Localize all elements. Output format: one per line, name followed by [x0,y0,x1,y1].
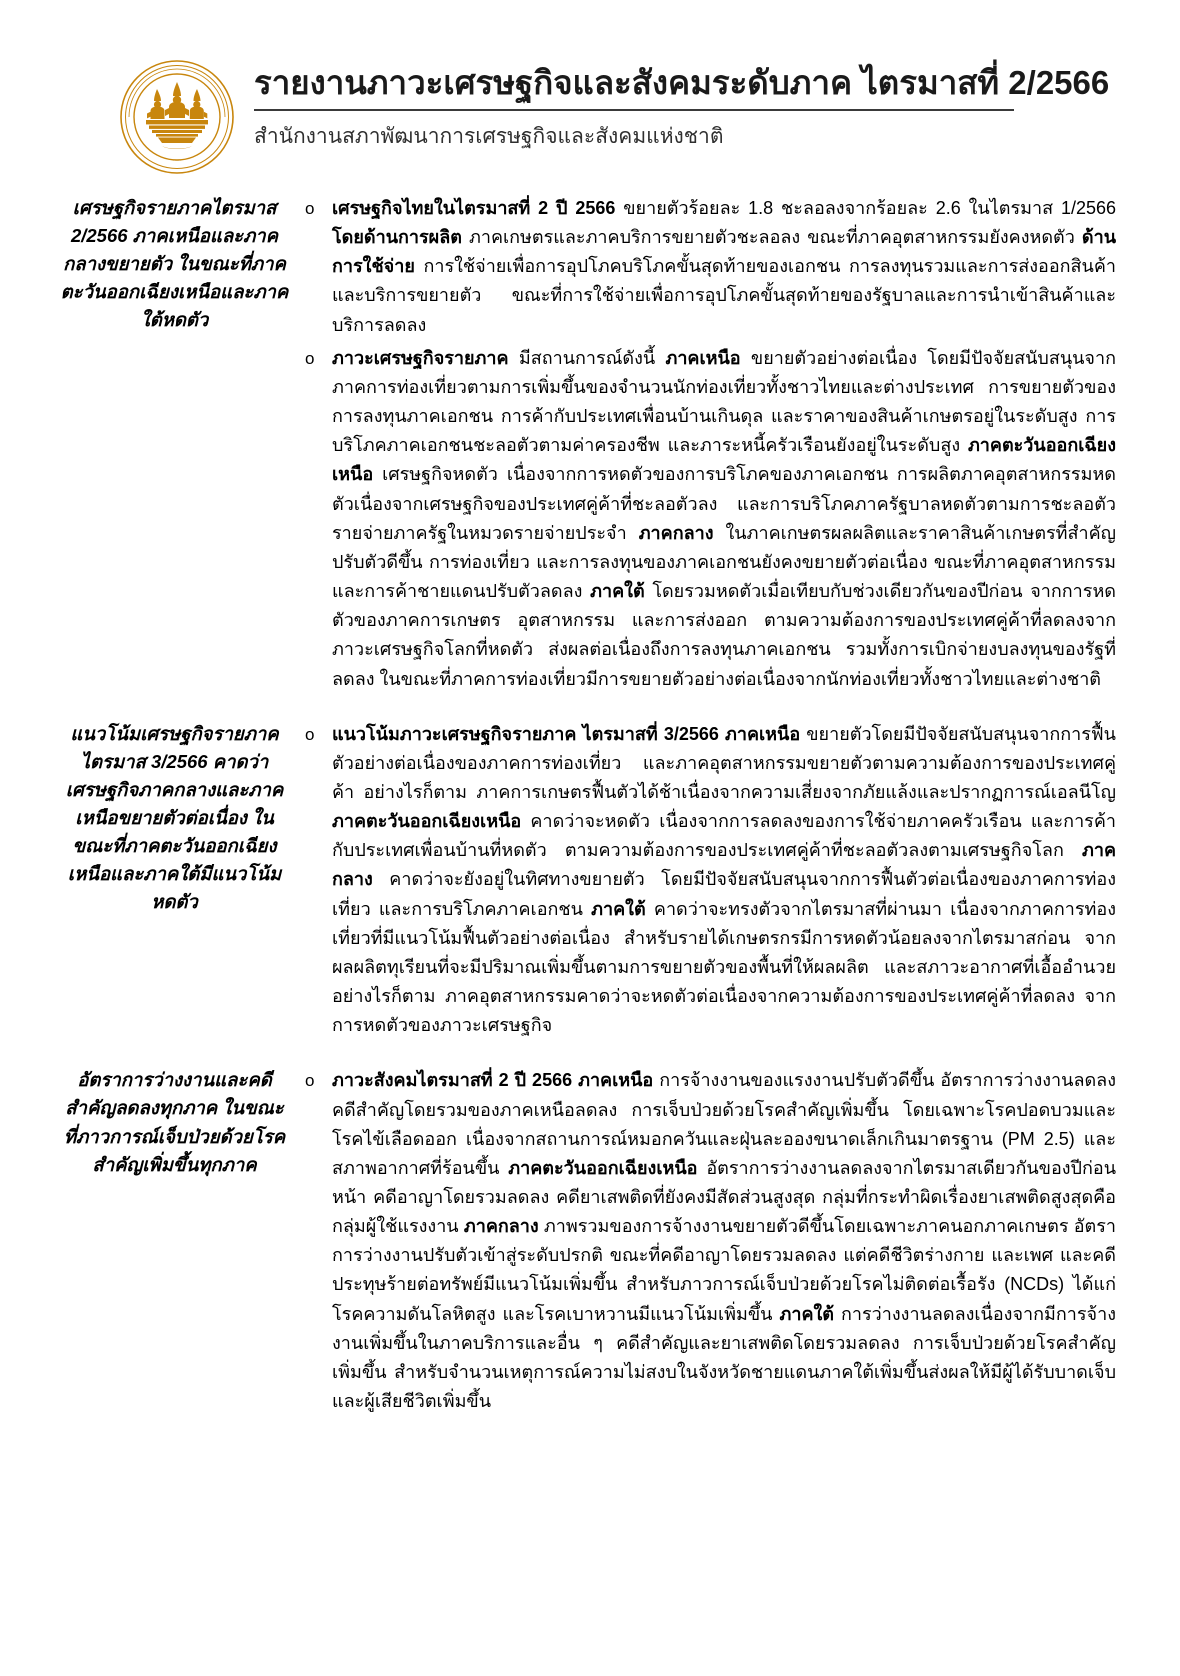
paragraph-lead-2: โดยด้านการผลิต [332,227,462,248]
margin-summary-note: แนวโน้มเศรษฐกิจรายภาคไตรมาส 3/2566 คาดว่าเศรษฐกิจภาคกลางและภาคเหนือขยายตัวต่อเนื่อง ในขณะที่ภาคตะวันออกเฉียงเหนือและภาคใต้มีแนวโน้มหดตัว [65,722,284,913]
list-item [305,194,1116,340]
paragraph-lead: ภาวะเศรษฐกิจรายภาค [332,347,509,368]
title-divider [254,109,1014,111]
paragraph-lead: ภาวะสังคมไตรมาสที่ 2 ปี 2566 ภาคเหนือ [332,1070,654,1091]
bullet-circle-icon: o [305,724,315,744]
paragraph-text-3: เศรษฐกิจหดตัว เนื่องจากการหดตัวของการบริโภคของภาคเอกชน การผลิตภาคอุตสาหกรรมหดตัวเนื่องจากเศรษฐกิจของประเทศคู่ค้าที่ชะลอตัวลง และการบริโภคภาครัฐบาลหดตัวตามการชะลอตัวรายจ่ายภาครัฐในหมวดรายจ่ายประจำ [332,464,1116,543]
list-item [305,1066,1116,1416]
paragraph-text-3: ภาพรวมของการจ้างงานขยายตัวดีขึ้นโดยเฉพาะภาคนอกภาคเกษตร อัตราการว่างงานปรับตัวเข้าสู่ระดับปรกติ ขณะที่คดีอาญาโดยรวมลดลง แต่คดีชีวิตร่างกาย และเพศ และคดีประทุษร้ายต่อทรัพย์มีแนวโน้มเพิ่มขึ้น สำหรับภาวการณ์เจ็บป่วยด้วยโรคไม่ติดต่อเรื้อรัง (NCDs) ได้แก่ โรคความดันโลหิตสูง และโรคเบาหวานมีแนวโน้มเพิ่มขึ้น [332,1216,1116,1324]
section-spacer [60,698,1116,720]
organization-subtitle: สำนักงานสภาพัฒนาการเศรษฐกิจและสังคมแห่งชาติ [254,125,724,149]
bullet-circle-icon: o [305,199,315,218]
region-label-central: ภาคกลาง [638,522,714,543]
region-label-northeast: ภาคตะวันออกเฉียงเหนือ [508,1157,698,1178]
nesdc-emblem-icon [118,58,236,176]
list-item [305,344,1116,694]
paragraph-text: การจ้างงานของแรงงานปรับตัวดีขึ้น อัตราการว่างงานลดลง คดีสำคัญโดยรวมของภาคเหนือลดลง การเจ็บป่วยด้วยโรคสำคัญเพิ่มขึ้น โดยเฉพาะโรคปอดบวมและโรคไข้เลือดออก เนื่องจากสถานการณ์หมอกควันและฝุ่นละอองขนาดเล็กเกินมาตรฐาน (PM 2.5) และสภาพอากาศที่ร้อนขึ้น [332,1070,1116,1178]
paragraph-text-2: ขยายตัวอย่างต่อเนื่อง โดยมีปัจจัยสนับสนุนจากภาคการท่องเที่ยวตามการเพิ่มขึ้นของจำนวนนักท่องเที่ยวทั้งชาวไทยและต่างประเทศ การขยายตัวของการลงทุนภาคเอกชน การค้ากับประเทศเพื่อนบ้านเกินดุล และราคาของสินค้าเกษตรอยู่ในระดับสูง การบริโภคภาคเอกชนชะลอตัวตามค่าครองชีพ และภาระหนี้ครัวเรือนยังอยู่ในระดับสูง [332,347,1116,456]
section-spacer [60,1044,1116,1066]
document-content [0,176,1180,1420]
paragraph-text-4: ในภาคเกษตรผลผลิตและราคาสินค้าเกษตรที่สำคัญปรับตัวดีขึ้น การท่องเที่ยว และการลงทุนของภาคเอกชนยังคงขยายตัวต่อเนื่อง ขณะที่ภาคอุตสาหกรรมและการค้าชายแดนปรับตัวลดลง [332,522,1117,602]
section-economic-outlook [60,720,1116,1045]
header-text-block [236,52,1120,151]
section-social-conditions [60,1066,1116,1420]
paragraph-text-5: โดยรวมหดตัวเมื่อเทียบกับช่วงเดียวกันของปีก่อน จากการหดตัวของภาคการเกษตร อุตสาหกรรม และการส่งออก ตามความต้องการของประเทศคู่ค้าที่ลดลงจากภาวะเศรษฐกิจโลกที่หดตัว ส่งผลต่อเนื่องถึงการลงทุนภาคเอกชน รวมทั้งการเบิกจ่ายงบลงทุนของรัฐที่ลดลง ในขณะที่ภาคการท่องเที่ยวมีการขยายตัวอย่างต่อเนื่องจากนักท่องเที่ยวทั้งชาวไทยและต่างชาติ [332,581,1116,689]
paragraph-text: ขยายตัวโดยมีปัจจัยสนับสนุนจากการฟื้นตัวอย่างต่อเนื่องของภาคการท่องเที่ยว และภาคอุตสาหกรรมขยายตัวตามความต้องการของประเทศคู่ค้า อย่างไรก็ตาม ภาคการเกษตรฟื้นตัวได้ช้าเนื่องจากความเสี่ยงจากภัยแล้งและปรากฏการณ์เอลนีโญ [332,723,1116,802]
margin-summary-note: อัตราการว่างงานและคดีสำคัญลดลงทุกภาค ในขณะที่ภาวการณ์เจ็บป่วยด้วยโรคสำคัญเพิ่มขึ้นทุกภาค [63,1069,286,1175]
bullet-circle-icon: o [305,348,315,368]
paragraph-outlook-q3 [332,720,1116,1041]
section-body [305,720,1116,1045]
section-body [305,1066,1116,1420]
paragraph-text-3: การใช้จ่ายเพื่อการอุปโภคบริโภคขั้นสุดท้ายของเอกชน การลงทุนรวมและการส่งออกสินค้าและบริการขยายตัว ขณะที่การใช้จ่ายเพื่อการอุปโภคขั้นสุดท้ายของรัฐบาลและการนำเข้าสินค้าและบริการลดลง [332,256,1116,335]
paragraph-text: มีสถานการณ์ดังนี้ [508,347,666,368]
bullet-circle-icon: o [305,1071,315,1091]
region-label-northeast: ภาคตะวันออกเฉียงเหนือ [332,435,1116,485]
paragraph-text: ขยายตัวร้อยละ 1.8 ชะลอลงจากร้อยละ 2.6 ในไตรมาส 1/2566 [615,198,1116,218]
region-label-central: ภาคกลาง [332,840,1116,890]
paragraph-text-3: คาดว่าจะยังอยู่ในทิศทางขยายตัว โดยมีปัจจัยสนับสนุนจากการฟื้นตัวต่อเนื่องของภาคการท่องเที่ยว และการบริโภคภาคเอกชน [332,869,1116,919]
paragraph-text-4: การว่างงานลดลงเนื่องจากมีการจ้างงานเพิ่มขึ้นในภาคบริการและอื่น ๆ คดีสำคัญและยาเสพติดโดยรวมลดลง การเจ็บป่วยด้วยโรคสำคัญเพิ่มขึ้น สำหรับจำนวนเหตุการณ์ความไม่สงบในจังหวัดชายแดนภาคใต้เพิ่มขึ้นส่งผลให้มีผู้ได้รับบาดเจ็บและผู้เสียชีวิตเพิ่มขึ้น [332,1303,1116,1412]
paragraph-regional-situation [332,344,1116,694]
region-label-northeast: ภาคตะวันออกเฉียงเหนือ [332,811,522,832]
region-label-south: ภาคใต้ [590,581,645,602]
paragraph-text-2: ภาคเกษตรและภาคบริการขยายตัวชะลอลง ขณะที่ภาคอุตสาหกรรมยังคงหดตัว [461,227,1082,248]
region-label-central: ภาคกลาง [463,1216,539,1237]
paragraph-text-2: คาดว่าจะหดตัว เนื่องจากการลดลงของการใช้จ่ายภาคครัวเรือน และการค้ากับประเทศเพื่อนบ้านที่หดตัว ตามความต้องการของประเทศคู่ค้าที่ชะลอตัวลงตามเศรษฐกิจโลก [332,811,1116,861]
paragraph-lead-3: ด้านการใช้จ่าย [332,227,1116,277]
svg-text:·····: ····· [172,158,182,164]
page-title: รายงานภาวะเศรษฐกิจและสังคมระดับภาค ไตรมาสที่ 2/2566 [254,64,1110,101]
document-header [0,0,1180,176]
list-item [305,720,1116,1041]
section-regional-economy [60,194,1116,698]
paragraph-text-2: อัตราการว่างงานลดลงจากไตรมาสเดียวกันของปีก่อนหน้า คดีอาญาโดยรวมลดลง คดียาเสพติดที่ยังคงมีสัดส่วนสูงสุด กลุ่มที่กระทำผิดเรื่องยาเสพติดสูงสุดคือกลุ่มผู้ใช้แรงงาน [332,1157,1116,1237]
paragraph-lead: เศรษฐกิจไทยในไตรมาสที่ 2 ปี 2566 [332,198,616,218]
paragraph-social-q2 [332,1066,1116,1416]
paragraph-lead: แนวโน้มภาวะเศรษฐกิจรายภาค ไตรมาสที่ 3/2566 ภาคเหนือ [332,723,801,744]
region-label-south: ภาคใต้ [591,898,646,919]
region-label-north: ภาคเหนือ [665,347,741,368]
paragraph-thai-economy-q2 [332,194,1116,340]
margin-summary-note: เศรษฐกิจรายภาคไตรมาส 2/2566 ภาคเหนือและภาคกลางขยายตัว ในขณะที่ภาคตะวันออกเฉียงเหนือและภาคใต้หดตัว [60,197,289,331]
region-label-south: ภาคใต้ [779,1303,834,1324]
paragraph-text-4: คาดว่าจะทรงตัวจากไตรมาสที่ผ่านมา เนื่องจากภาคการท่องเที่ยวที่มีแนวโน้มฟื้นตัวอย่างต่อเนื่อง สำหรับรายได้เกษตรกรมีการหดตัวน้อยลงจากไตรมาสก่อน จากผลผลิตทุเรียนที่จะมีปริมาณเพิ่มขึ้นตามการขยายตัวของพื้นที่ให้ผลผลิต และสภาวะอากาศที่เอื้ออำนวย อย่างไรก็ตาม ภาคอุตสาหกรรมคาดว่าจะหดตัวต่อเนื่องจากความต้องการของประเทศคู่ค้าที่ลดลง จากการหดตัวของภาวะเศรษฐกิจ [332,898,1116,1036]
section-body [305,194,1116,698]
